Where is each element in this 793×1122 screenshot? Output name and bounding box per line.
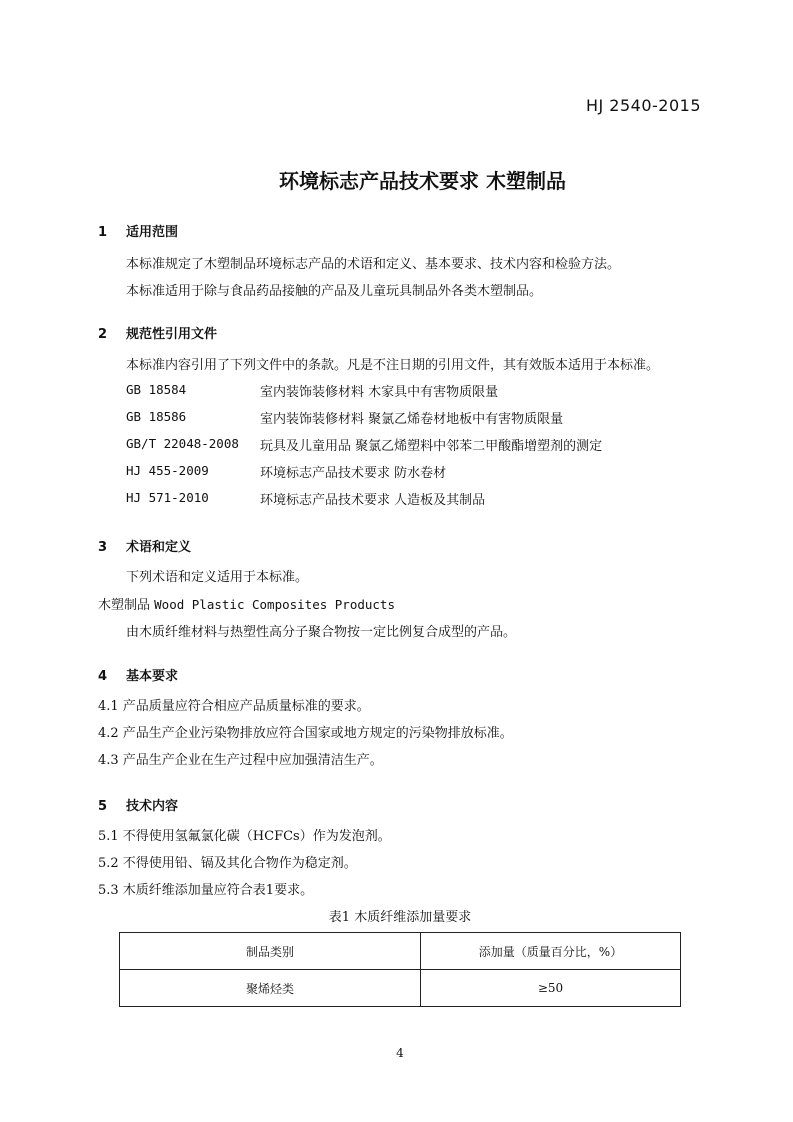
term-english: Wood Plastic Composites Products	[154, 597, 395, 612]
section-number: 1	[98, 225, 108, 240]
section-title: 基本要求	[126, 669, 179, 684]
section-3-heading	[98, 536, 191, 555]
section-title: 技术内容	[126, 799, 179, 814]
requirement-item: 4.1 产品质量应符合相应产品质量标准的要求。	[98, 699, 370, 714]
paragraph: 下列术语和定义适用于本标准。	[126, 570, 309, 585]
document-title: 环境标志产品技术要求 木塑制品	[279, 169, 566, 193]
table-caption: 表1 木质纤维添加量要求	[328, 910, 472, 925]
technical-item: 5.2 不得使用铅、镉及其化合物作为稳定剂。	[98, 856, 357, 871]
requirement-item: 4.2 产品生产企业污染物排放应符合国家或地方规定的污染物排放标准。	[98, 726, 513, 741]
fiber-content-table	[119, 932, 681, 1007]
page-number: 4	[396, 1046, 404, 1060]
section-number: 3	[98, 540, 108, 555]
technical-item: 5.1 不得使用氢氟氯化碳（HCFCs）作为发泡剂。	[98, 829, 391, 844]
section-title: 适用范围	[126, 225, 179, 240]
section-number: 5	[98, 799, 108, 814]
table-header-row	[120, 933, 681, 970]
reference-code: HJ 455-2009	[126, 463, 209, 478]
table-cell: ≥50	[421, 970, 681, 1007]
section-number: 4	[98, 669, 108, 684]
term-entry	[98, 594, 395, 613]
technical-item: 5.3 木质纤维添加量应符合表1要求。	[98, 883, 314, 898]
reference-title: 环境标志产品技术要求 防水卷材	[260, 466, 447, 481]
table-cell: 聚烯烃类	[120, 970, 421, 1007]
reference-title: 室内装饰装修材料 木家具中有害物质限量	[260, 385, 499, 400]
reference-code: GB 18584	[126, 382, 187, 397]
section-title: 规范性引用文件	[126, 327, 218, 342]
paragraph: 本标准内容引用了下列文件中的条款。凡是不注日期的引用文件，其有效版本适用于本标准。	[126, 358, 660, 373]
section-1-heading	[98, 221, 178, 240]
reference-title: 环境标志产品技术要求 人造板及其制品	[260, 493, 486, 508]
paragraph: 本标准规定了木塑制品环境标志产品的术语和定义、基本要求、技术内容和检验方法。	[126, 257, 621, 272]
section-2-heading	[98, 323, 217, 342]
reference-title: 玩具及儿童用品 聚氯乙烯塑料中邻苯二甲酸酯增塑剂的测定	[260, 439, 603, 454]
term-definition: 由木质纤维材料与热塑性高分子聚合物按一定比例复合成型的产品。	[126, 625, 517, 640]
standard-number: HJ 2540-2015	[585, 96, 701, 115]
section-5-heading	[98, 795, 178, 814]
reference-code: HJ 571-2010	[126, 490, 209, 505]
paragraph: 本标准适用于除与食品药品接触的产品及儿童玩具制品外各类木塑制品。	[126, 284, 543, 299]
table-header-cell: 添加量（质量百分比，%）	[421, 933, 681, 970]
table-header-cell: 制品类别	[120, 933, 421, 970]
reference-title: 室内装饰装修材料 聚氯乙烯卷材地板中有害物质限量	[260, 412, 564, 427]
term-chinese: 木塑制品	[98, 598, 151, 613]
section-4-heading	[98, 665, 178, 684]
reference-code: GB 18586	[126, 409, 187, 424]
reference-code: GB/T 22048-2008	[126, 436, 239, 451]
requirement-item: 4.3 产品生产企业在生产过程中应加强清洁生产。	[98, 753, 383, 768]
section-number: 2	[98, 327, 108, 342]
section-title: 术语和定义	[126, 540, 192, 555]
table-row	[120, 970, 681, 1007]
